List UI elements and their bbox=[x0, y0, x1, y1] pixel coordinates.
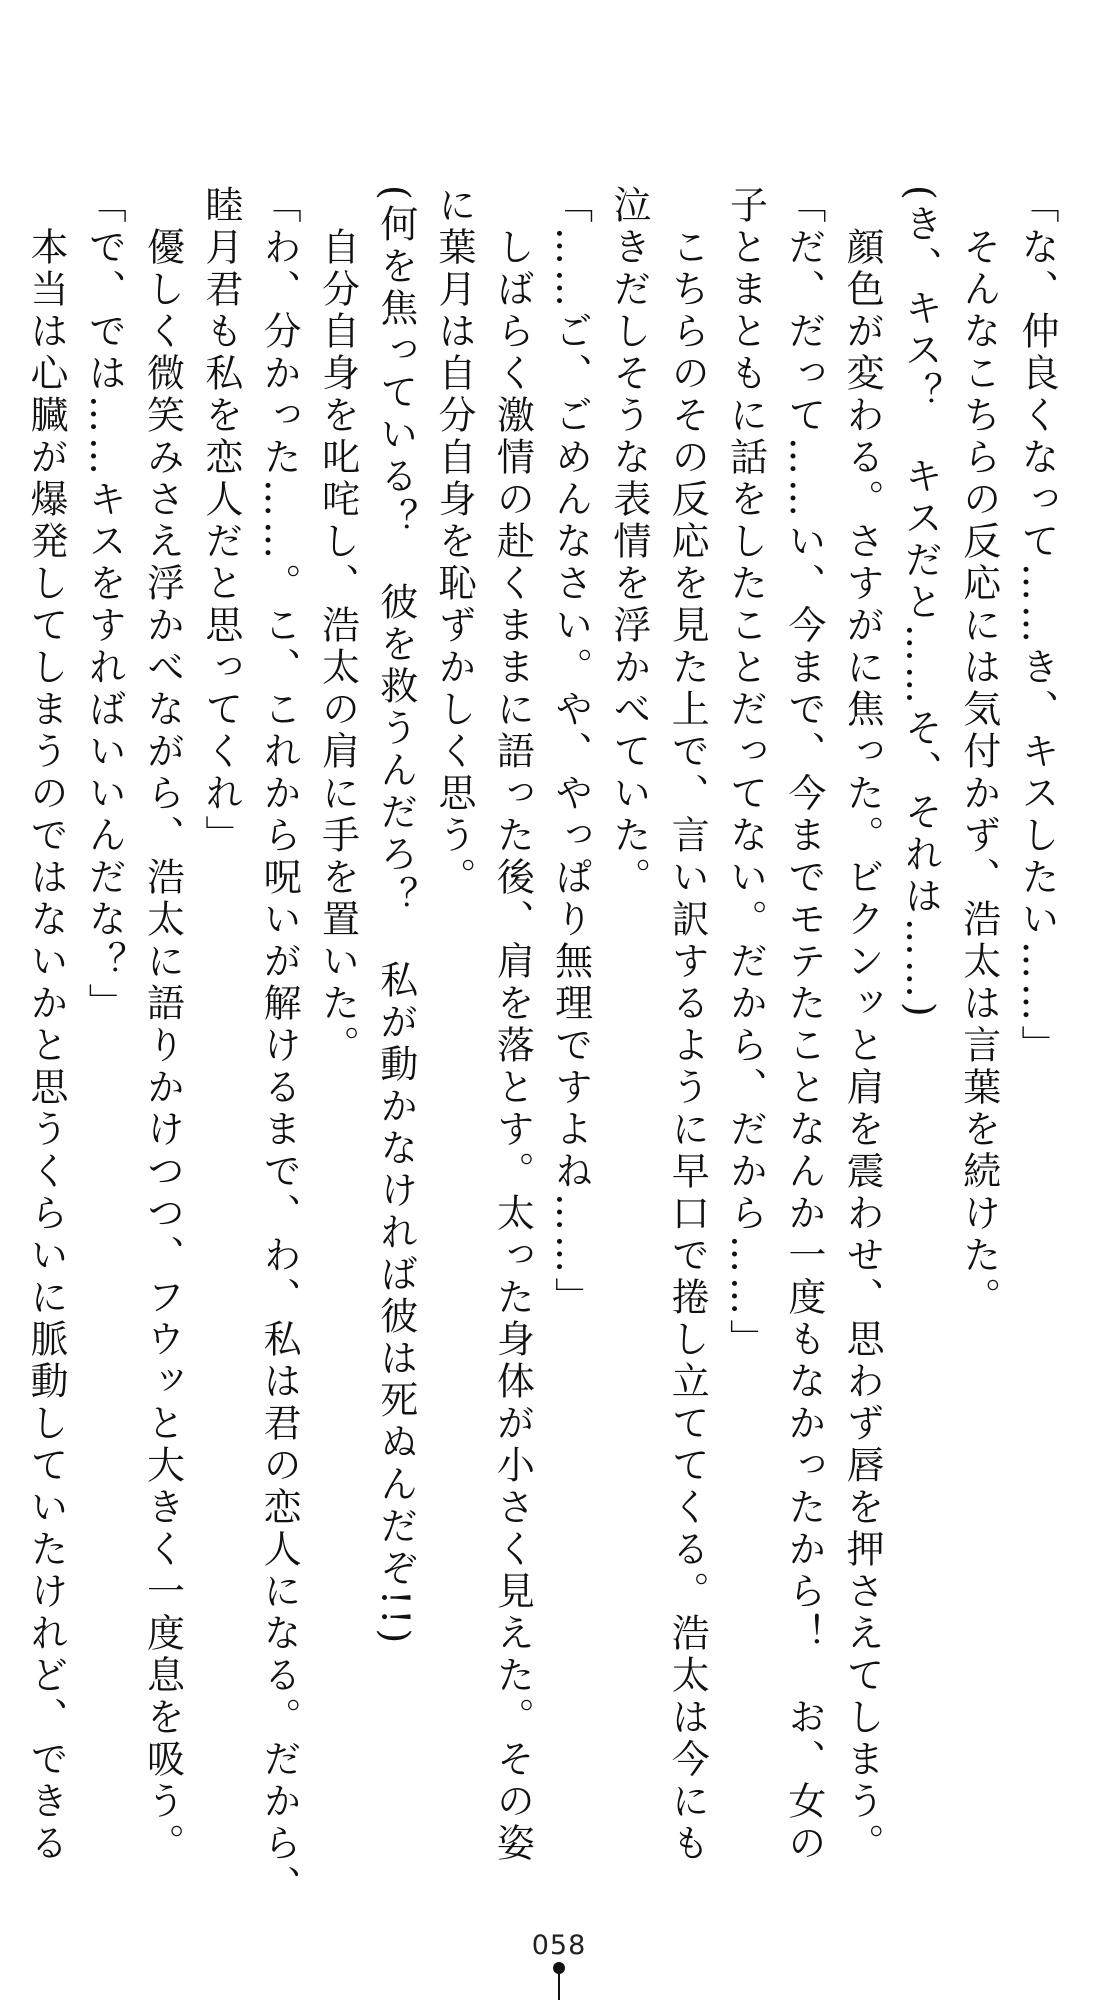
text-line: そんなこちらの反応には気付かず、浩太は言葉を続けた。 bbox=[956, 185, 1001, 1319]
folio-marker bbox=[553, 1962, 565, 2000]
text-line: 子とまともに話をしたことだってない。だから、だから……」 bbox=[723, 185, 768, 1361]
text-line: こちらのその反応を見た上で、言い訳するように早口で捲し立ててくる。浩太は今にも bbox=[665, 185, 710, 1865]
page-number: 058 bbox=[531, 1930, 587, 1961]
text-line: 泣きだしそうな表情を浮かべていた。 bbox=[606, 185, 651, 899]
text-line: に葉月は自分自身を恥ずかしく思う。 bbox=[432, 185, 477, 899]
text-line: 顔色が変わる。さすがに焦った。ビクンッと肩を震わせ、思わず唇を押さえてしまう。 bbox=[840, 185, 885, 1865]
folio-stem bbox=[558, 1972, 560, 2000]
text-line: 「で、では……キスをすればいいんだな？」 bbox=[82, 185, 127, 1025]
text-line: 「な、仲良くなって……き、キスしたい……」 bbox=[1015, 185, 1059, 1067]
text-line: 睦月君も私を恋人だと思ってくれ」 bbox=[198, 185, 243, 857]
text-line: (き、キス？ キスだと……そ、それは……) bbox=[898, 185, 943, 1021]
text-line: (何を焦っている？ 彼を救うんだろ？ 私が動かなければ彼は死ぬんだぞ!!) bbox=[373, 185, 418, 1648]
text-line: 自分自身を叱咤し、浩太の肩に手を置いた。 bbox=[315, 185, 360, 1067]
text-line: 「だ、だって……い、今まで、今までモテたことなんか一度もなかったから！ お、女の bbox=[781, 185, 826, 1865]
text-line: 本当は心臓が爆発してしまうのではないかと思うくらいに脈動していたけれど、できる bbox=[23, 185, 68, 1865]
text-line: しばらく激情の赴くままに語った後、肩を落とす。太った身体が小さく見えた。その姿 bbox=[490, 185, 535, 1865]
vertical-text-block bbox=[23, 185, 1066, 1907]
text-line: 「わ、分かった……。こ、これから呪いが解けるまで、わ、私は君の恋人になる。だから、 bbox=[257, 185, 302, 1907]
text-line: 優しく微笑みさえ浮かべながら、浩太に語りかけつつ、フウッと大きく一度息を吸う。 bbox=[140, 185, 185, 1865]
text-line: 「……ご、ごめんなさい。や、やっぱり無理ですよね……」 bbox=[548, 185, 593, 1319]
